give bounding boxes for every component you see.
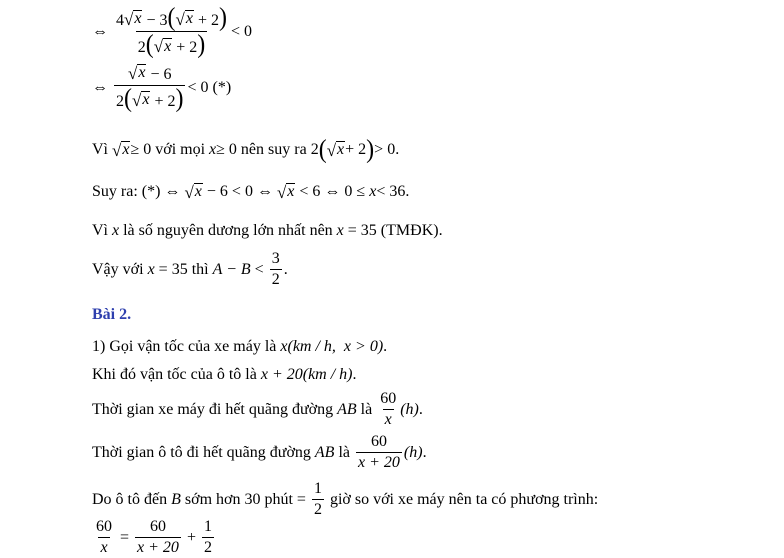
section-heading: Bài 2. [92, 306, 132, 323]
text-line-10: Thời gian xe máy đi hết quãng đường AB là $\frac{60}{x}$ (h) . [92, 390, 423, 429]
text-line-9: Khi đó vận tốc của ô tô là x + 20 (km / h) . [92, 366, 357, 383]
fraction-1: 4 √ x − 3( √ x + 2) 2( √ x + 2) [116, 3, 227, 60]
equivalence-step-2: ⇔ √ x − 6 2( √ x + 2) < 0 (*) [92, 63, 232, 114]
text-line-6: Vậy với x = 35 thì A − B < $\frac{3}{2}$ . [92, 250, 288, 289]
fraction-2: √ x − 6 2( √ x + 2) [116, 63, 184, 114]
text-line-4: Suy ra: (*) ⇔ √ x − 6 < 0 ⇔ √ x < 6 ⇔ 0 ≤ x < 36. [92, 182, 410, 202]
iff-symbol: ⇔ [92, 22, 108, 40]
text-line-3: Vì √ x ≥ 0 với mọi x ≥ 0 nên suy ra 2 ( √ x + 2 ) > 0. [92, 135, 400, 165]
text-line-8: 1) Gọi vận tốc của xe máy là x (km / h, x > 0) . [92, 338, 388, 355]
text-line-12: Do ô tô đến B sớm hơn 30 phút = $\frac{1}{2}$ giờ so với xe máy nên ta có phương trình: [92, 480, 599, 519]
text-line-5: Vì x là số nguyên dương lớn nhất nên x = 35 (TMĐK). [92, 222, 443, 239]
equivalence-step-1: ⇔ 4 √ x − 3( √ x + 2) 2( √ x + 2) < 0 [92, 3, 252, 60]
equation-line: $\frac{60}{x}$ = $\frac{60}{x + 20}$ + $\frac{1}{2}$ [96, 518, 212, 557]
text-line-11: Thời gian ô tô đi hết quãng đường AB là $\frac{60}{x + 20}$ (h) . [92, 433, 427, 472]
